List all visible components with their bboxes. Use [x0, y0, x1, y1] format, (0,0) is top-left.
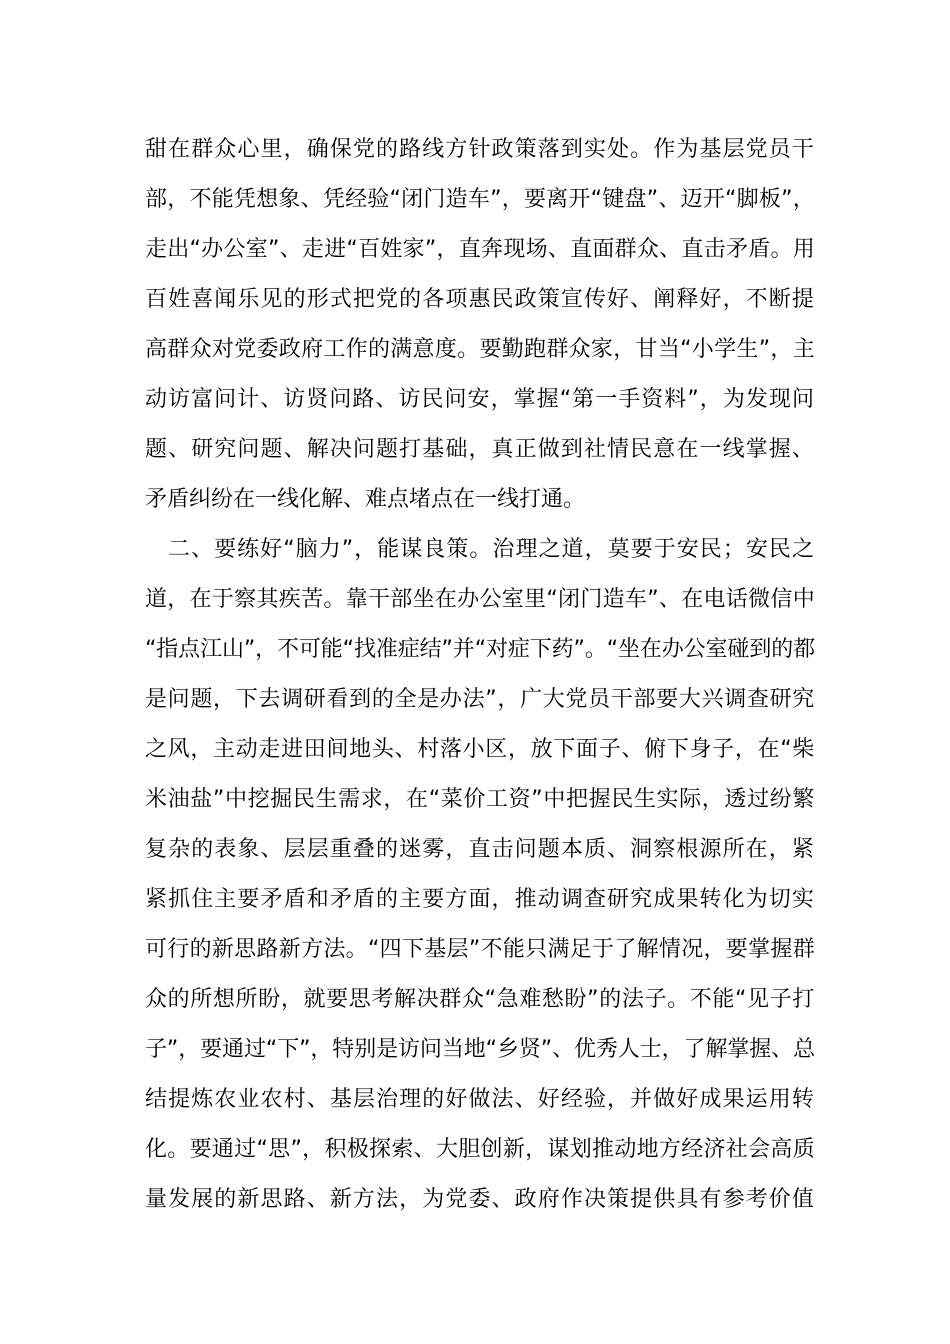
text-line: 百姓喜闻乐见的形式把党的各项惠民政策宣传好、阐释好，不断提 — [145, 287, 815, 312]
text-line: 动访富问计、访贤问路、访民问安，掌握“第一手资料”，为发现问 — [145, 387, 815, 412]
text-line: 众的所想所盼，就要思考解决群众“急难愁盼”的法子。不能“见子打 — [145, 987, 815, 1012]
text-line: 高群众对党委政府工作的满意度。要勤跑群众家，甘当“小学生”，主 — [145, 337, 815, 362]
text-line: 结提炼农业农村、基层治理的好做法、好经验，并做好成果运用转 — [145, 1087, 815, 1112]
text-line: 复杂的表象、层层重叠的迷雾，直击问题本质、洞察根源所在，紧 — [145, 837, 815, 862]
text-line: 子”，要通过“下”，特别是访问当地“乡贤”、优秀人士，了解掌握、总 — [145, 1037, 815, 1062]
text-line: 是问题，下去调研看到的全是办法”，广大党员干部要大兴调查研究 — [145, 687, 815, 712]
text-line: 题、研究问题、解决问题打基础，真正做到社情民意在一线掌握、 — [145, 437, 815, 462]
text-line: 矛盾纠纷在一线化解、难点堵点在一线打通。 — [145, 487, 586, 512]
text-line: 部，不能凭想象、凭经验“闭门造车”，要离开“键盘”、迈开“脚板”， — [145, 187, 815, 212]
text-line: 之风，主动走进田间地头、村落小区，放下面子、俯下身子，在“柴 — [145, 737, 815, 762]
text-line: 可行的新思路新方法。“四下基层”不能只满足于了解情况，要掌握群 — [145, 937, 815, 962]
text-line: 走出“办公室”、走进“百姓家”，直奔现场、直面群众、直击矛盾。用 — [145, 237, 815, 262]
text-line: 甜在群众心里，确保党的路线方针政策落到实处。作为基层党员干 — [145, 137, 815, 162]
text-line: 道，在于察其疾苦。靠干部坐在办公室里“闭门造车”、在电话微信中 — [145, 587, 815, 612]
text-line: “指点江山”，不可能“找准症结”并“对症下药”。“坐在办公室碰到的都 — [145, 637, 815, 662]
text-line: 量发展的新思路、新方法，为党委、政府作决策提供具有参考价值 — [145, 1187, 815, 1212]
text-line: 米油盐”中挖掘民生需求，在“菜价工资”中把握民生实际，透过纷繁 — [145, 787, 815, 812]
section-heading-line: 二、要练好“脑力”，能谋良策。治理之道，莫要于安民；安民之 — [145, 537, 815, 562]
text-line: 化。要通过“思”，积极探索、大胆创新，谋划推动地方经济社会高质 — [145, 1137, 815, 1162]
body-text — [145, 125, 815, 1225]
text-line: 紧抓住主要矛盾和矛盾的主要方面，推动调查研究成果转化为切实 — [145, 887, 815, 912]
